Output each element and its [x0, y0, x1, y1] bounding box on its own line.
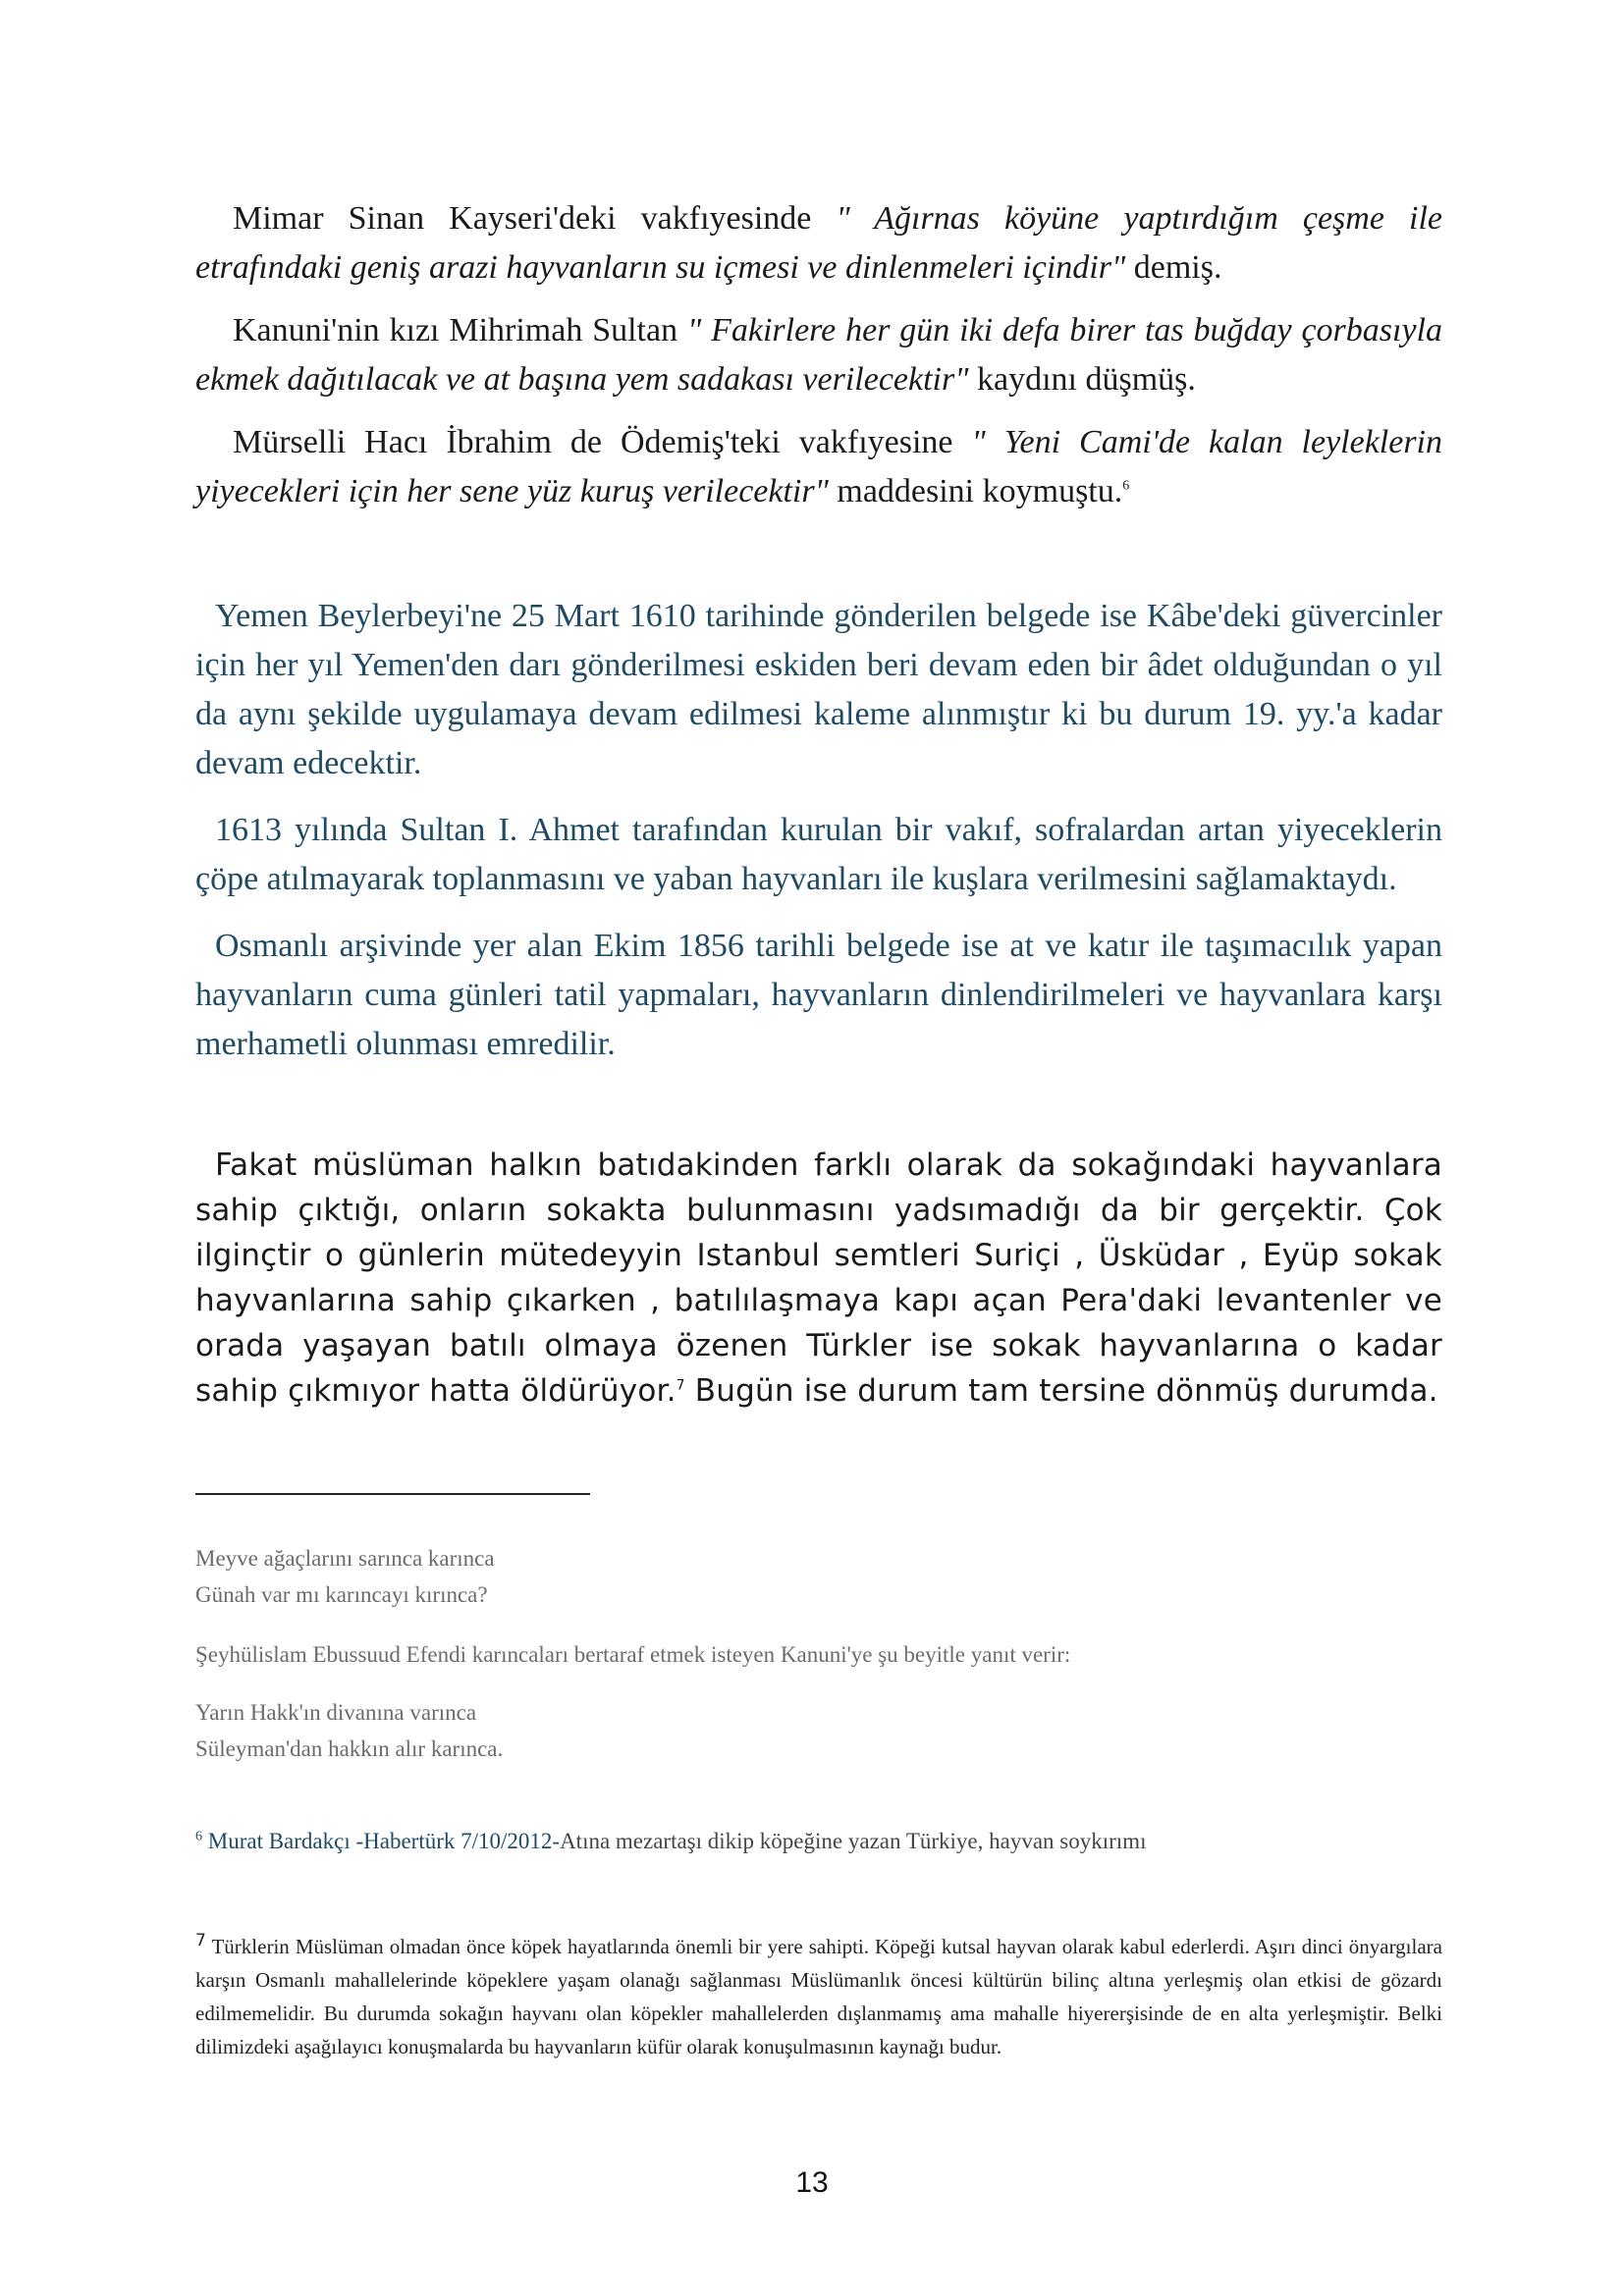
p3-tail: maddesini koymuştu. — [828, 473, 1123, 509]
footnote-ref-6[interactable]: 6 — [1122, 478, 1130, 494]
footnote-7-text: Türklerin Müslüman olmadan önce köpek hayatlarında önemli bir yere sahipti. Köpeği kutsal hayvan olarak kabul ederlerdi. Aşırı dinci önyargılara karşın Osmanlı mahallelerinde köpeklere yaşam olanağı sağlanması Müslümanlık öncesi kültürün bilinç altına yerleşmiş olan etkisi de gözardı edilmemelidir. Bu durumda sokağın hayvanı olan köpekler mahallelerden dışlanmamış ama mahalle hiyererşisinde de en alta yerleşmiştir. Belki dilimizdeki aşağılayıcı konuşmalarda bu hayvanların küfür olarak konuşulmasının kaynağı budur. — [195, 1935, 1442, 2058]
paragraph-fakat — [195, 1143, 1442, 1414]
paragraph-1613: 1613 yılında Sultan I. Ahmet tarafından kurulan bir vakıf, sofralardan artan yiyeceklerin çöpe atılmayarak toplanmasını ve yaban hayvanları ile kuşlara verilmesini sağlamaktaydı. — [195, 812, 1442, 897]
poem2-line1: Yarın Hakk'ın divanına varınca — [195, 1700, 477, 1725]
paragraph-murselli — [195, 418, 1442, 516]
paragraph-osmanli-arsivi: Osmanlı arşivinde yer alan Ekim 1856 tarihli belgede ise at ve katır ile taşımacılık yapan hayvanların cuma günleri tatil yapmaları, hayvanların dinlendirilmeleri ve hayvanlara karşı merhametli olunması emredilir. — [195, 928, 1442, 1062]
footnote-7-number: 7 — [195, 1931, 206, 1950]
p1-tail: demiş. — [1125, 249, 1222, 286]
paragraph-mimar-sinan — [195, 194, 1442, 293]
footnote-6-title: Atına mezartaşı dikip köpeğine yazan Türkiye, hayvan soykırımı — [560, 1829, 1147, 1853]
body-text-upper — [195, 194, 1442, 516]
footnote-6-source[interactable]: Murat Bardakçı -Habertürk 7/10/2012- — [207, 1829, 561, 1853]
p1-lead: Mimar Sinan Kayseri'deki vakfıyesinde — [233, 200, 837, 237]
p2-tail: kaydını düşmüş. — [968, 361, 1196, 398]
footnote-intro-text: Şeyhülislam Ebussuud Efendi karıncaları bertaraf etmek isteyen Kanuni'ye şu beyitle yanıt verir: — [195, 1642, 1071, 1667]
footnote-6 — [195, 1823, 1442, 1859]
p3-quote: " Yeni Cami'de kalan leyleklerin yiyecekleri için her sene yüz kuruş verilecektir" — [195, 424, 1443, 509]
footnote-separator — [195, 1493, 590, 1495]
p7-tail: Bugün ise durum tam tersine dönmüş durumda. — [684, 1373, 1438, 1409]
page-number: 13 — [795, 2166, 829, 2199]
footnote-ref-7[interactable]: 7 — [676, 1377, 685, 1394]
poem1-line2: Günah var mı karıncayı kırınca? — [195, 1582, 488, 1607]
p7-text: Fakat müslüman halkın batıdakinden farklı olarak da sokağındaki hayvanlara sahip çıktığı, onların sokakta bulunmasını yadsımadığı da bir gerçektir. Çok ilginçtir o günlerin mütedeyyin Istanbul semtleri Suriçi , Üsküdar , Eyüp sokak hayvanlarına sahip çıkarken , batılılaşmaya kapı açan Pera'daki levantenler ve orada yaşayan batılı olmaya özenen Türkler ise sokak hayvanlarına o kadar sahip çıkmıyor hatta öldürüyor. — [195, 1148, 1442, 1409]
p2-lead: Kanuni'nin kızı Mihrimah Sultan — [233, 312, 687, 348]
footnote-6-number: 6 — [195, 1829, 202, 1844]
p3-lead: Mürselli Hacı İbrahim de Ödemiş'teki vakfıyesine — [233, 424, 972, 460]
paragraph-mihrimah-sultan — [195, 306, 1442, 404]
p1-quote: " Ağırnas köyüne yaptırdığım çeşme ile etrafındaki geniş arazi hayvanların su içmesi ve dinlenmeleri içindir" — [195, 200, 1442, 286]
p2-quote: " Fakirlere her gün iki defa birer tas buğday çorbasıyla ekmek dağıtılacak ve at başına yem sadakası verilecektir" — [195, 312, 1442, 398]
footnote-intro — [195, 1636, 1442, 1673]
paragraph-yemen: Yemen Beylerbeyi'ne 25 Mart 1610 tarihinde gönderilen belgede ise Kâbe'deki güvercinler için her yıl Yemen'den darı gönderilmesi eskiden beri devam eden bir âdet olduğundan o yıl da aynı şekilde uygulamaya devam edilmesi kaleme alınmıştır ki bu durum 19. yy.'a kadar devam edecektir. — [195, 598, 1442, 781]
poem2-line2: Süleyman'dan hakkın alır karınca. — [195, 1736, 504, 1761]
body-text-lower — [195, 1143, 1442, 1414]
body-text-teal — [195, 592, 1442, 1069]
footnote-poem-2 — [195, 1694, 1442, 1767]
poem1-line1: Meyve ağaçlarını sarınca karınca — [195, 1546, 495, 1571]
footnote-poem-1 — [195, 1540, 1442, 1613]
footnote-7 — [195, 1930, 1442, 2063]
